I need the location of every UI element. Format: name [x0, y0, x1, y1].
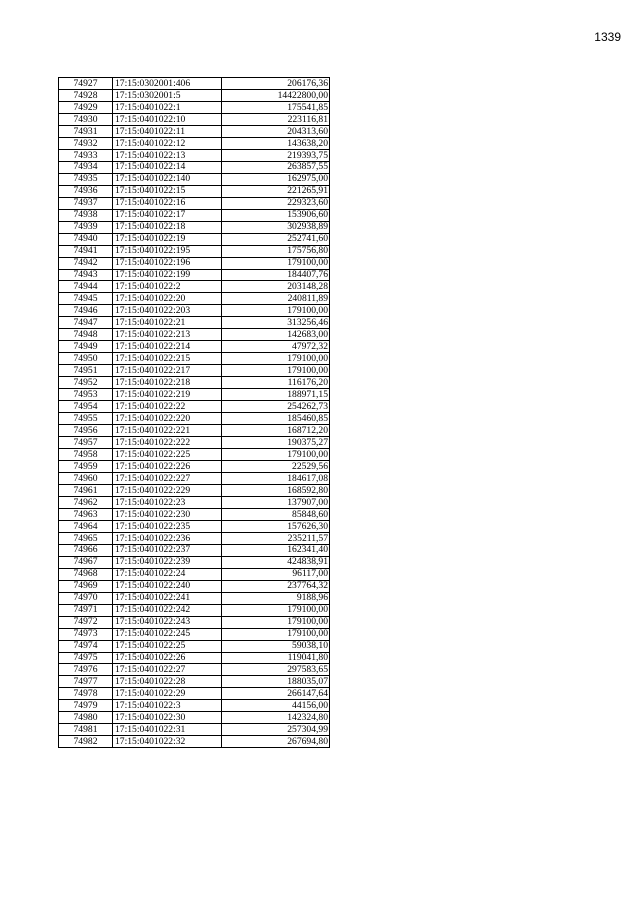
table-row	[59, 640, 330, 652]
cadastral-value-cell: 266147,64	[222, 688, 330, 700]
cadastral-value-table	[58, 77, 330, 748]
table-row	[59, 425, 330, 437]
cadastral-number-cell: 17:15:0401022:24	[113, 568, 222, 580]
table-row	[59, 700, 330, 712]
cadastral-value-cell: 190375,27	[222, 437, 330, 449]
cadastral-number-cell: 17:15:0401022:213	[113, 329, 222, 341]
row-number-cell: 74934	[59, 161, 113, 173]
table-row	[59, 185, 330, 197]
cadastral-value-cell: 9188,96	[222, 592, 330, 604]
row-number-cell: 74944	[59, 281, 113, 293]
cadastral-value-cell: 179100,00	[222, 365, 330, 377]
cadastral-value-cell: 188971,15	[222, 389, 330, 401]
row-number-cell: 74972	[59, 616, 113, 628]
row-number-cell: 74935	[59, 173, 113, 185]
row-number-cell: 74936	[59, 185, 113, 197]
cadastral-value-cell: 168592,80	[222, 484, 330, 496]
cadastral-number-cell: 17:15:0401022:16	[113, 197, 222, 209]
cadastral-value-cell: 142324,80	[222, 712, 330, 724]
cadastral-number-cell: 17:15:0302001:406	[113, 78, 222, 90]
cadastral-value-cell: 297583,65	[222, 664, 330, 676]
cadastral-number-cell: 17:15:0401022:140	[113, 173, 222, 185]
row-number-cell: 74965	[59, 532, 113, 544]
cadastral-value-cell: 157626,30	[222, 520, 330, 532]
row-number-cell: 74941	[59, 245, 113, 257]
cadastral-value-cell: 229323,60	[222, 197, 330, 209]
cadastral-value-cell: 47972,32	[222, 341, 330, 353]
cadastral-number-cell: 17:15:0401022:23	[113, 496, 222, 508]
table-row	[59, 616, 330, 628]
cadastral-value-cell: 240811,89	[222, 293, 330, 305]
cadastral-number-cell: 17:15:0401022:239	[113, 556, 222, 568]
cadastral-number-cell: 17:15:0401022:15	[113, 185, 222, 197]
table-row	[59, 101, 330, 113]
cadastral-value-cell: 257304,99	[222, 724, 330, 736]
table-row	[59, 78, 330, 90]
table-row	[59, 724, 330, 736]
row-number-cell: 74962	[59, 496, 113, 508]
table-row	[59, 161, 330, 173]
table-row	[59, 652, 330, 664]
table-row	[59, 149, 330, 161]
row-number-cell: 74946	[59, 305, 113, 317]
table-row	[59, 293, 330, 305]
row-number-cell: 74933	[59, 149, 113, 161]
row-number-cell: 74959	[59, 461, 113, 473]
cadastral-value-cell: 179100,00	[222, 305, 330, 317]
cadastral-number-cell: 17:15:0401022:14	[113, 161, 222, 173]
row-number-cell: 74980	[59, 712, 113, 724]
cadastral-value-cell: 179100,00	[222, 616, 330, 628]
table-row	[59, 676, 330, 688]
cadastral-number-cell: 17:15:0401022:241	[113, 592, 222, 604]
cadastral-value-cell: 142683,00	[222, 329, 330, 341]
row-number-cell: 74960	[59, 472, 113, 484]
cadastral-number-cell: 17:15:0401022:20	[113, 293, 222, 305]
cadastral-value-cell: 179100,00	[222, 257, 330, 269]
row-number-cell: 74970	[59, 592, 113, 604]
cadastral-value-cell: 153906,60	[222, 209, 330, 221]
row-number-cell: 74930	[59, 113, 113, 125]
row-number-cell: 74964	[59, 520, 113, 532]
row-number-cell: 74931	[59, 125, 113, 137]
row-number-cell: 74973	[59, 628, 113, 640]
cadastral-number-cell: 17:15:0401022:220	[113, 413, 222, 425]
cadastral-number-cell: 17:15:0401022:243	[113, 616, 222, 628]
cadastral-number-cell: 17:15:0401022:1	[113, 101, 222, 113]
cadastral-number-cell: 17:15:0401022:30	[113, 712, 222, 724]
table-row	[59, 628, 330, 640]
row-number-cell: 74952	[59, 377, 113, 389]
row-number-cell: 74945	[59, 293, 113, 305]
cadastral-number-cell: 17:15:0401022:240	[113, 580, 222, 592]
cadastral-number-cell: 17:15:0401022:196	[113, 257, 222, 269]
row-number-cell: 74947	[59, 317, 113, 329]
cadastral-number-cell: 17:15:0401022:19	[113, 233, 222, 245]
table-row	[59, 377, 330, 389]
row-number-cell: 74966	[59, 544, 113, 556]
cadastral-value-cell: 302938,89	[222, 221, 330, 233]
row-number-cell: 74939	[59, 221, 113, 233]
row-number-cell: 74982	[59, 736, 113, 748]
table-row	[59, 604, 330, 616]
cadastral-value-cell: 179100,00	[222, 449, 330, 461]
row-number-cell: 74974	[59, 640, 113, 652]
table-body	[59, 78, 330, 748]
cadastral-value-cell: 223116,81	[222, 113, 330, 125]
table-row	[59, 113, 330, 125]
table-row	[59, 556, 330, 568]
page-number: 1339	[594, 30, 621, 44]
table-row	[59, 520, 330, 532]
table-row	[59, 329, 330, 341]
cadastral-number-cell: 17:15:0401022:12	[113, 137, 222, 149]
cadastral-number-cell: 17:15:0401022:3	[113, 700, 222, 712]
table-row	[59, 712, 330, 724]
table-row	[59, 580, 330, 592]
table-row	[59, 173, 330, 185]
cadastral-value-cell: 143638,20	[222, 137, 330, 149]
table-row	[59, 269, 330, 281]
table-row	[59, 125, 330, 137]
table-row	[59, 508, 330, 520]
cadastral-number-cell: 17:15:0401022:225	[113, 449, 222, 461]
row-number-cell: 74943	[59, 269, 113, 281]
table-row	[59, 401, 330, 413]
table-row	[59, 245, 330, 257]
table-row	[59, 257, 330, 269]
cadastral-value-cell: 188035,07	[222, 676, 330, 688]
row-number-cell: 74942	[59, 257, 113, 269]
cadastral-number-cell: 17:15:0401022:227	[113, 472, 222, 484]
table-row	[59, 437, 330, 449]
table-row	[59, 484, 330, 496]
cadastral-value-cell: 96117,00	[222, 568, 330, 580]
cadastral-value-cell: 185460,85	[222, 413, 330, 425]
cadastral-value-cell: 184617,08	[222, 472, 330, 484]
cadastral-value-cell: 162341,40	[222, 544, 330, 556]
row-number-cell: 74971	[59, 604, 113, 616]
cadastral-value-cell: 313256,46	[222, 317, 330, 329]
table-row	[59, 197, 330, 209]
row-number-cell: 74961	[59, 484, 113, 496]
cadastral-number-cell: 17:15:0401022:217	[113, 365, 222, 377]
table-row	[59, 568, 330, 580]
row-number-cell: 74932	[59, 137, 113, 149]
cadastral-value-cell: 59038,10	[222, 640, 330, 652]
table-row	[59, 413, 330, 425]
cadastral-number-cell: 17:15:0401022:214	[113, 341, 222, 353]
row-number-cell: 74957	[59, 437, 113, 449]
table-row	[59, 592, 330, 604]
cadastral-number-cell: 17:15:0401022:21	[113, 317, 222, 329]
cadastral-number-cell: 17:15:0401022:230	[113, 508, 222, 520]
table-row	[59, 281, 330, 293]
cadastral-number-cell: 17:15:0401022:222	[113, 437, 222, 449]
cadastral-number-cell: 17:15:0401022:25	[113, 640, 222, 652]
cadastral-number-cell: 17:15:0401022:242	[113, 604, 222, 616]
row-number-cell: 74979	[59, 700, 113, 712]
cadastral-number-cell: 17:15:0401022:13	[113, 149, 222, 161]
row-number-cell: 74975	[59, 652, 113, 664]
cadastral-value-cell: 203148,28	[222, 281, 330, 293]
row-number-cell: 74951	[59, 365, 113, 377]
row-number-cell: 74940	[59, 233, 113, 245]
cadastral-value-cell: 119041,80	[222, 652, 330, 664]
cadastral-number-cell: 17:15:0401022:28	[113, 676, 222, 688]
row-number-cell: 74977	[59, 676, 113, 688]
table-row	[59, 365, 330, 377]
cadastral-value-cell: 206176,36	[222, 78, 330, 90]
cadastral-value-cell: 263857,55	[222, 161, 330, 173]
row-number-cell: 74978	[59, 688, 113, 700]
cadastral-value-cell: 179100,00	[222, 353, 330, 365]
cadastral-number-cell: 17:15:0401022:27	[113, 664, 222, 676]
cadastral-number-cell: 17:15:0401022:17	[113, 209, 222, 221]
row-number-cell: 74981	[59, 724, 113, 736]
cadastral-value-cell: 219393,75	[222, 149, 330, 161]
row-number-cell: 74938	[59, 209, 113, 221]
cadastral-value-cell: 424838,91	[222, 556, 330, 568]
cadastral-value-cell: 168712,20	[222, 425, 330, 437]
cadastral-value-cell: 267694,80	[222, 736, 330, 748]
row-number-cell: 74956	[59, 425, 113, 437]
table-row	[59, 389, 330, 401]
cadastral-value-cell: 116176,20	[222, 377, 330, 389]
cadastral-number-cell: 17:15:0401022:215	[113, 353, 222, 365]
table-row	[59, 137, 330, 149]
cadastral-number-cell: 17:15:0302001:5	[113, 89, 222, 101]
table-row	[59, 317, 330, 329]
cadastral-number-cell: 17:15:0401022:2	[113, 281, 222, 293]
row-number-cell: 74929	[59, 101, 113, 113]
cadastral-number-cell: 17:15:0401022:31	[113, 724, 222, 736]
cadastral-value-cell: 252741,60	[222, 233, 330, 245]
cadastral-number-cell: 17:15:0401022:226	[113, 461, 222, 473]
row-number-cell: 74963	[59, 508, 113, 520]
cadastral-value-cell: 44156,00	[222, 700, 330, 712]
cadastral-number-cell: 17:15:0401022:10	[113, 113, 222, 125]
cadastral-number-cell: 17:15:0401022:195	[113, 245, 222, 257]
cadastral-number-cell: 17:15:0401022:229	[113, 484, 222, 496]
cadastral-number-cell: 17:15:0401022:219	[113, 389, 222, 401]
cadastral-value-cell: 254262,73	[222, 401, 330, 413]
cadastral-number-cell: 17:15:0401022:11	[113, 125, 222, 137]
table-row	[59, 496, 330, 508]
row-number-cell: 74927	[59, 78, 113, 90]
table-row	[59, 221, 330, 233]
row-number-cell: 74955	[59, 413, 113, 425]
table-row	[59, 449, 330, 461]
table-row	[59, 305, 330, 317]
table-row	[59, 532, 330, 544]
cadastral-value-cell: 237764,32	[222, 580, 330, 592]
row-number-cell: 74967	[59, 556, 113, 568]
cadastral-value-cell: 175541,85	[222, 101, 330, 113]
table-row	[59, 353, 330, 365]
cadastral-value-cell: 137907,00	[222, 496, 330, 508]
cadastral-value-cell: 184407,76	[222, 269, 330, 281]
cadastral-number-cell: 17:15:0401022:18	[113, 221, 222, 233]
cadastral-number-cell: 17:15:0401022:29	[113, 688, 222, 700]
table-row	[59, 736, 330, 748]
cadastral-value-cell: 235211,57	[222, 532, 330, 544]
row-number-cell: 74937	[59, 197, 113, 209]
table-row	[59, 89, 330, 101]
row-number-cell: 74953	[59, 389, 113, 401]
row-number-cell: 74958	[59, 449, 113, 461]
cadastral-number-cell: 17:15:0401022:221	[113, 425, 222, 437]
row-number-cell: 74954	[59, 401, 113, 413]
table-row	[59, 664, 330, 676]
row-number-cell: 74948	[59, 329, 113, 341]
cadastral-number-cell: 17:15:0401022:22	[113, 401, 222, 413]
cadastral-value-cell: 179100,00	[222, 628, 330, 640]
row-number-cell: 74976	[59, 664, 113, 676]
table-row	[59, 688, 330, 700]
table-row	[59, 544, 330, 556]
cadastral-number-cell: 17:15:0401022:26	[113, 652, 222, 664]
cadastral-number-cell: 17:15:0401022:218	[113, 377, 222, 389]
cadastral-value-cell: 14422800,00	[222, 89, 330, 101]
table-row	[59, 233, 330, 245]
cadastral-value-cell: 221265,91	[222, 185, 330, 197]
cadastral-value-cell: 85848,60	[222, 508, 330, 520]
row-number-cell: 74950	[59, 353, 113, 365]
row-number-cell: 74968	[59, 568, 113, 580]
table-row	[59, 472, 330, 484]
cadastral-value-cell: 162975,00	[222, 173, 330, 185]
cadastral-value-cell: 175756,80	[222, 245, 330, 257]
cadastral-number-cell: 17:15:0401022:32	[113, 736, 222, 748]
cadastral-number-cell: 17:15:0401022:199	[113, 269, 222, 281]
cadastral-value-cell: 22529,56	[222, 461, 330, 473]
row-number-cell: 74949	[59, 341, 113, 353]
table-row	[59, 461, 330, 473]
row-number-cell: 74969	[59, 580, 113, 592]
cadastral-number-cell: 17:15:0401022:237	[113, 544, 222, 556]
cadastral-value-cell: 179100,00	[222, 604, 330, 616]
cadastral-number-cell: 17:15:0401022:245	[113, 628, 222, 640]
table-row	[59, 341, 330, 353]
row-number-cell: 74928	[59, 89, 113, 101]
cadastral-number-cell: 17:15:0401022:235	[113, 520, 222, 532]
cadastral-number-cell: 17:15:0401022:203	[113, 305, 222, 317]
table-row	[59, 209, 330, 221]
cadastral-number-cell: 17:15:0401022:236	[113, 532, 222, 544]
cadastral-value-cell: 204313,60	[222, 125, 330, 137]
